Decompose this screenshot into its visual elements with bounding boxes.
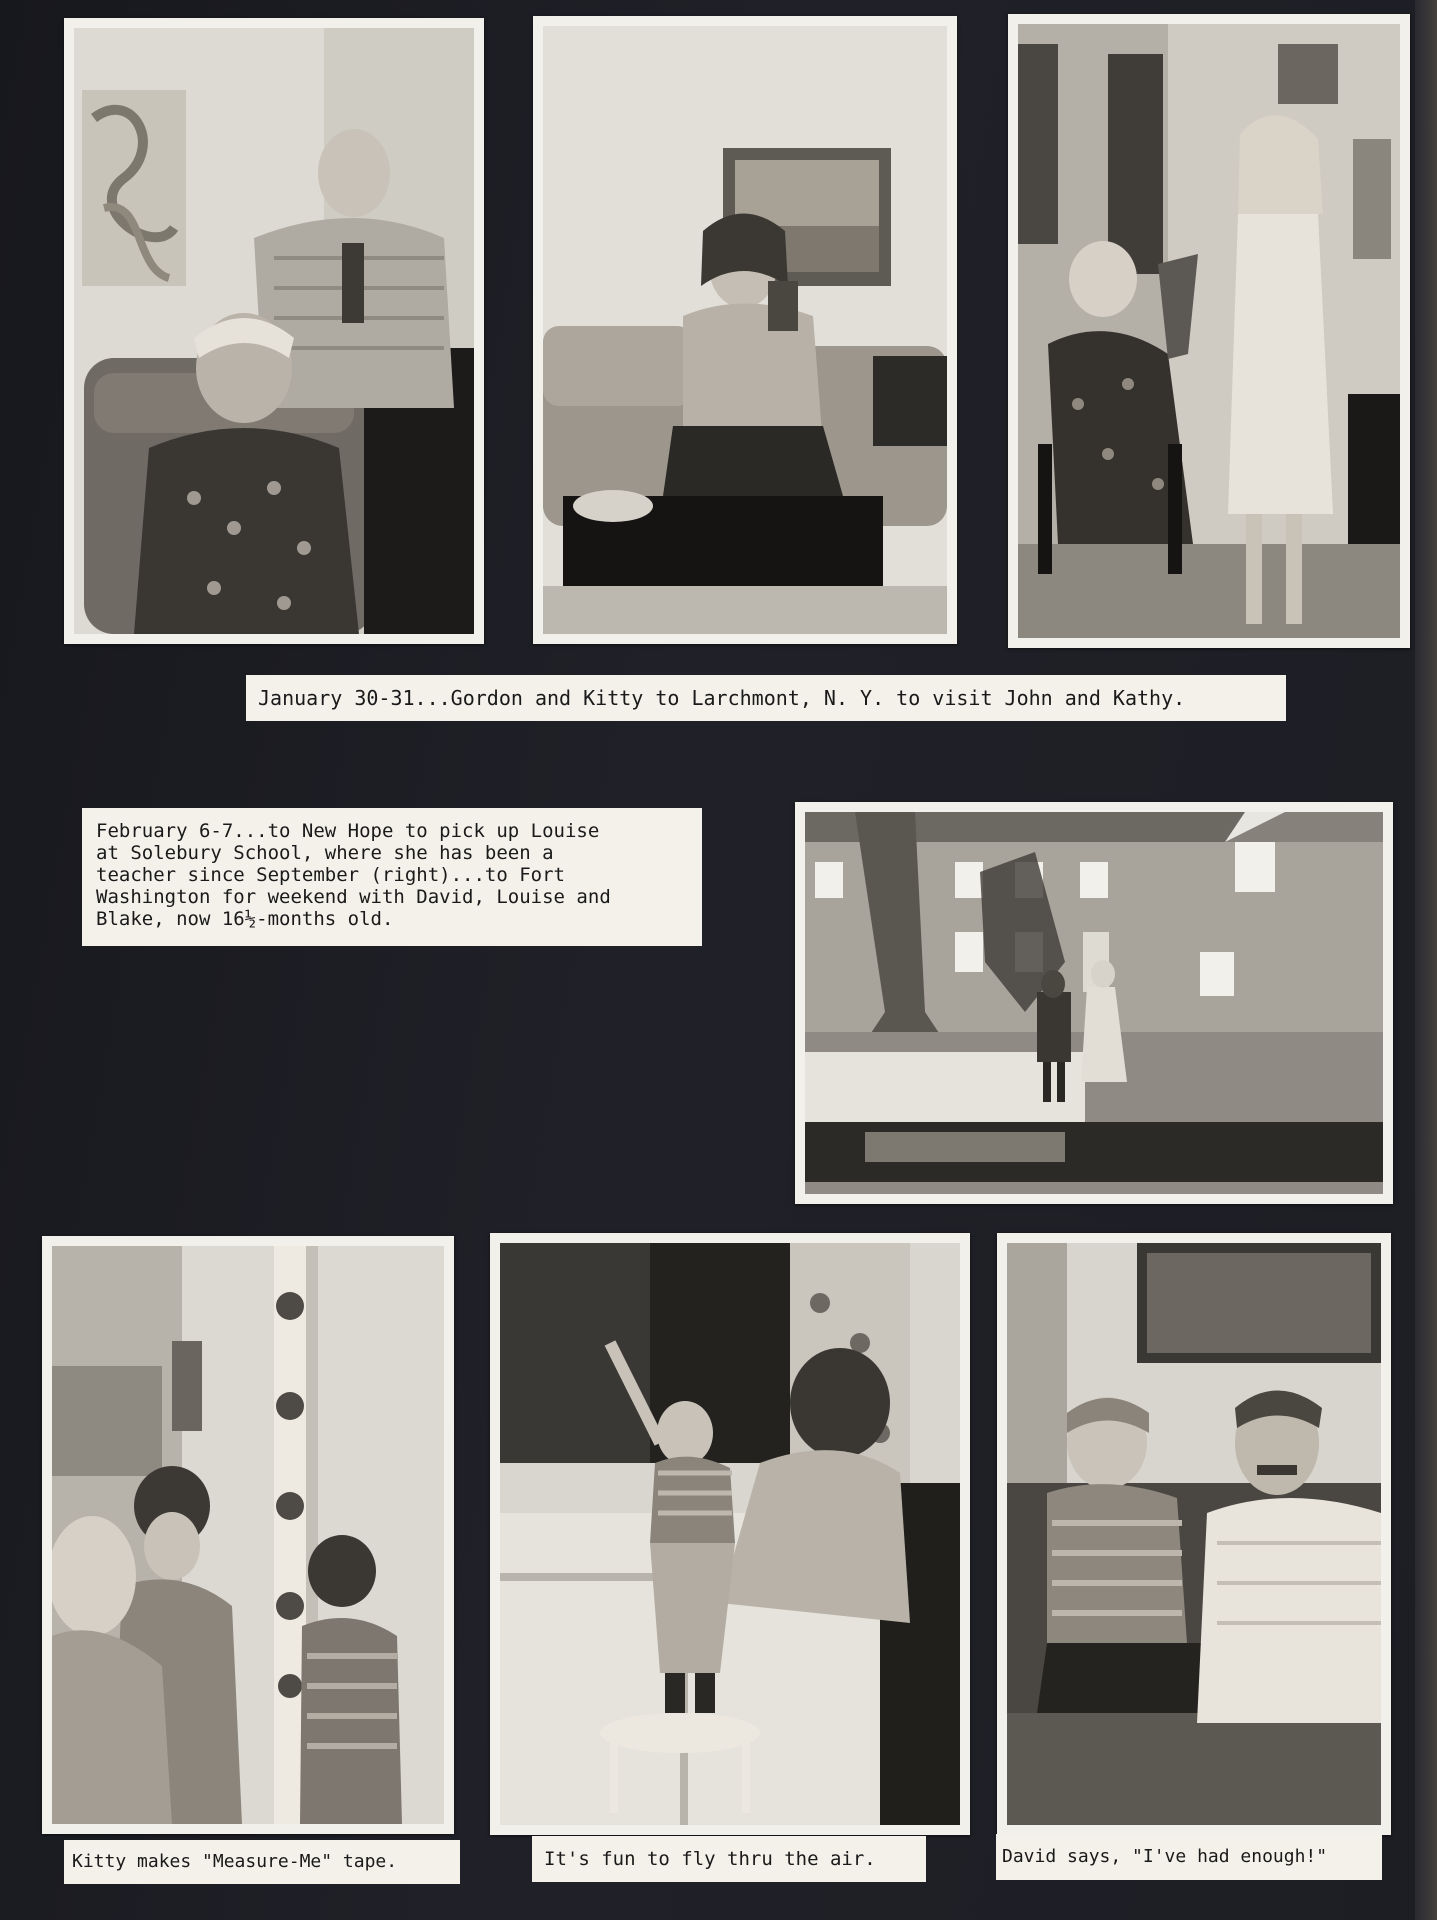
- caption-fly-thru-air-text: It's fun to fly thru the air.: [544, 1848, 876, 1870]
- photo-couple-armchair: [64, 18, 484, 644]
- caption-measure-me: [64, 1840, 460, 1884]
- photo-solebury-school-image: [805, 812, 1383, 1194]
- photo-measure-me-tape-image: [52, 1246, 444, 1824]
- photo-david-on-couch: [997, 1233, 1391, 1835]
- photo-man-with-pitcher-image: [543, 26, 947, 634]
- caption-february-new-hope: [82, 808, 702, 946]
- photo-couple-armchair-image: [74, 28, 474, 634]
- caption-february-line-3: teacher since September (right)...to Fort: [96, 864, 565, 886]
- caption-measure-me-text: Kitty makes "Measure-Me" tape.: [72, 1851, 398, 1872]
- caption-fly-thru-air: [532, 1836, 926, 1882]
- photo-women-standing-seated: [1008, 14, 1410, 648]
- caption-january-visit-text: January 30-31...Gordon and Kitty to Larchmont, N. Y. to visit John and Kathy.: [258, 686, 1186, 710]
- caption-february-line-5: Blake, now 16½-months old.: [96, 908, 394, 930]
- photo-man-with-pitcher: [533, 16, 957, 644]
- photo-measure-me-tape: [42, 1236, 454, 1834]
- photo-david-on-couch-image: [1007, 1243, 1381, 1825]
- caption-january-visit: [246, 675, 1286, 721]
- photo-women-standing-seated-image: [1018, 24, 1400, 638]
- photo-solebury-school: [795, 802, 1393, 1204]
- photo-fly-thru-air: [490, 1233, 970, 1835]
- caption-february-line-1: February 6-7...to New Hope to pick up Louise: [96, 820, 600, 842]
- caption-david-enough: [996, 1834, 1382, 1880]
- caption-february-line-2: at Solebury School, where she has been a: [96, 842, 554, 864]
- caption-david-enough-text: David says, "I've had enough!": [1002, 1846, 1328, 1867]
- caption-february-line-4: Washington for weekend with David, Louise and: [96, 886, 611, 908]
- album-page-edge: [1415, 0, 1437, 1920]
- photo-fly-thru-air-image: [500, 1243, 960, 1825]
